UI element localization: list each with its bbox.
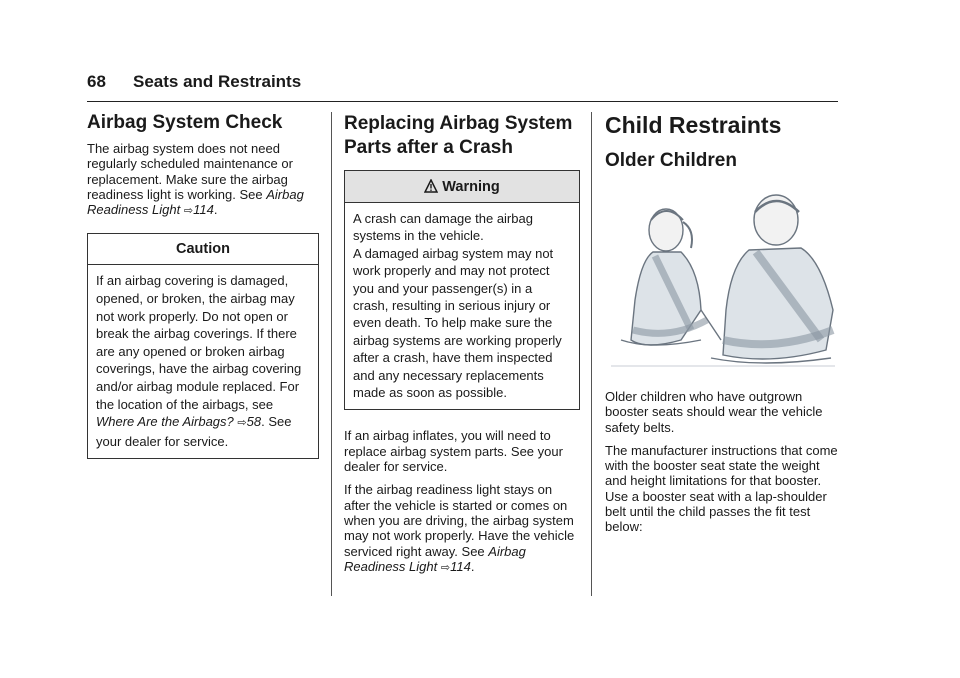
warning-header — [345, 171, 579, 203]
airbag-readiness-link[interactable]: Airbag Readiness Light — [87, 186, 304, 218]
warning-title: Warning — [442, 179, 500, 195]
page-number: 68 — [87, 72, 106, 91]
replacing-para-2: If the airbag readiness light stays on after the vehicle is started or comes on when you are driving, the airbag system may not work properly. Have the vehicle serviced right away. See Airbag Readiness Light ⇨114. — [344, 482, 575, 574]
replacing-para-1: If an airbag inflates, you will need to replace airbag system parts. See your dealer for service. — [344, 428, 563, 475]
page-ref[interactable]: 114 — [450, 558, 471, 574]
column-airbag-check — [87, 112, 319, 459]
warning-triangle-icon — [424, 179, 438, 193]
where-airbags-link[interactable]: Where Are the Airbags? — [96, 414, 234, 430]
page-ref[interactable]: 58 — [246, 414, 262, 430]
older-children-heading: Older Children — [605, 150, 737, 171]
caution-box — [87, 233, 319, 459]
seated-children-illustration — [611, 190, 835, 370]
column-replacing-parts — [344, 112, 580, 576]
column-divider — [591, 112, 592, 596]
airbag-readiness-link[interactable]: Airbag Readiness Light — [344, 543, 526, 574]
child-restraints-heading: Child Restraints — [605, 112, 782, 138]
older-children-para-1: Older children who have outgrown booster seats should wear the vehicle safety belts. — [605, 389, 823, 435]
caution-title: Caution — [88, 234, 318, 265]
page-header — [87, 72, 838, 102]
arrow-right-icon: ⇨ — [237, 417, 247, 430]
warning-box — [344, 170, 580, 410]
page-ref[interactable]: 114 — [193, 202, 214, 218]
replacing-parts-heading: Replacing Airbag System Parts after a Crash — [344, 113, 573, 158]
column-divider — [331, 112, 332, 596]
older-children-para-2: The manufacturer instructions that come with the booster seat state the weight and height limitations for that booster. Use a booster seat with a lap-shoulder belt until the child passes the fit test below: — [605, 442, 838, 535]
caution-body: If an airbag covering is damaged, opened, or broken, the airbag may not work properly. Do not open or break the airbag coverings. If there are any opened or broken airbag coverings, have the airbag covering and/or airbag module replaced. For the location of the airbags, see Where Are the Airbags? ⇨58. See your dealer for service. — [96, 273, 302, 449]
arrow-right-icon: ⇨ — [183, 205, 194, 218]
section-title: Seats and Restraints — [133, 72, 302, 91]
column-child-restraints — [605, 112, 841, 535]
airbag-check-intro: The airbag system does not need regularly scheduled maintenance or replacement. Make sure the airbag readiness light is working. See Airbag Readiness Light ⇨114. — [87, 141, 304, 218]
arrow-right-icon: ⇨ — [440, 561, 451, 574]
airbag-check-heading: Airbag System Check — [87, 112, 283, 133]
warning-body: A crash can damage the airbag systems in the vehicle. A damaged airbag system may not work properly and may not protect you and your passenger(s) in a crash, resulting in serious injury or even death. To help make sure the airbag systems are working properly after a crash, have them inspected and any necessary replacements made as soon as possible. — [353, 211, 562, 401]
